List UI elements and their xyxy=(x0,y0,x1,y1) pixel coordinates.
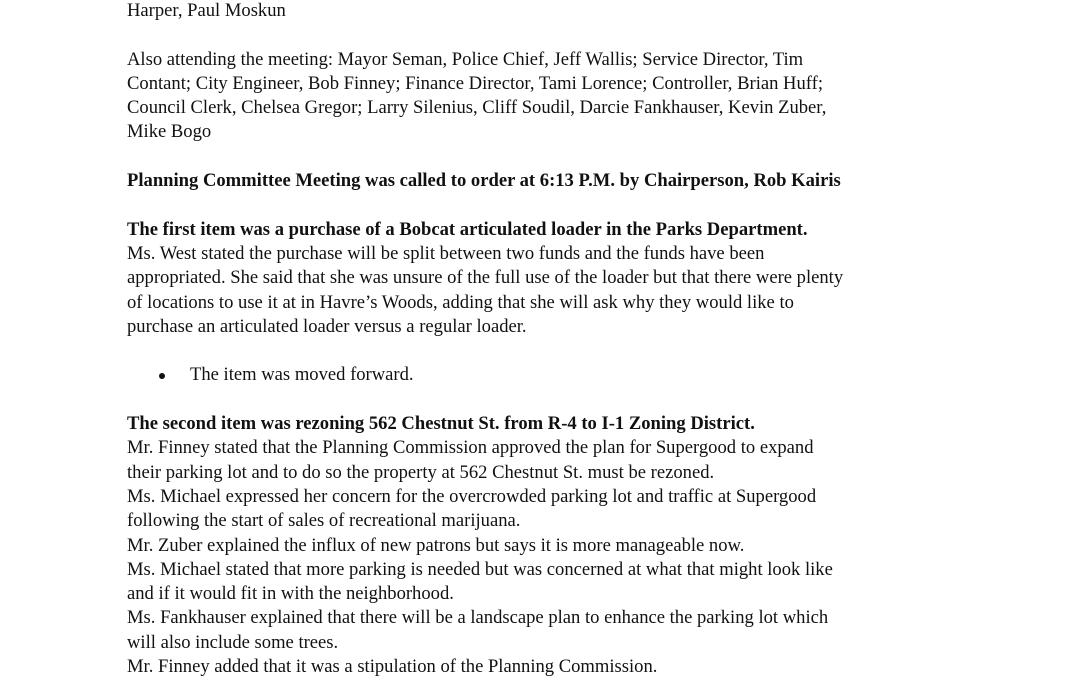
meeting-minutes-page xyxy=(127,0,1007,679)
item1-heading: The first item was a purchase of a Bobcat articulated loader in the Parks Department. xyxy=(127,218,808,240)
spacer xyxy=(127,145,1007,169)
spacer xyxy=(127,388,1007,412)
paragraph-line: of locations to use it at in Havre’s Woods, adding that she will ask why they would like to xyxy=(127,291,794,313)
paragraph-line: Mike Bogo xyxy=(127,121,212,143)
paragraph-line: appropriated. She said that she was unsure of the full use of the loader but that there were plenty xyxy=(127,267,844,289)
paragraph-line: Mr. Finney stated that the Planning Commission approved the plan for Supergood to expand xyxy=(127,437,814,459)
paragraph-line: will also include some trees. xyxy=(127,631,339,653)
paragraph-line: Ms. Michael expressed her concern for the overcrowded parking lot and traffic at Supergood xyxy=(127,485,817,507)
spacer xyxy=(127,193,1007,217)
paragraph-line: Ms. Michael stated that more parking is needed but was concerned at what that might look like xyxy=(127,558,833,580)
call-to-order-heading: Planning Committee Meeting was called to order at 6:13 P.M. by Chairperson, Rob Kairis xyxy=(127,170,841,192)
paragraph-line: Mr. Zuber explained the influx of new patrons but says it is more manageable now. xyxy=(127,534,745,556)
paragraph-line: Mr. Finney added that it was a stipulation of the Planning Commission. xyxy=(127,656,658,678)
spacer xyxy=(127,23,1007,47)
attendees-line: Harper, Paul Moskun xyxy=(127,0,286,21)
paragraph-line: Also attending the meeting: Mayor Seman, Police Chief, Jeff Wallis; Service Director, Tim xyxy=(127,48,804,70)
spacer xyxy=(127,339,1007,363)
item2-section xyxy=(127,412,1007,679)
paragraph-line: and if it would fit in with the neighborhood. xyxy=(127,583,454,605)
paragraph-line: their parking lot and to do so the property at 562 Chestnut St. must be rezoned. xyxy=(127,461,715,483)
paragraph-line: purchase an articulated loader versus a regular loader. xyxy=(127,315,527,337)
bullet-icon xyxy=(159,373,165,379)
item2-heading: The second item was rezoning 562 Chestnut St. from R-4 to I-1 Zoning District. xyxy=(127,413,755,435)
bullet-list-item xyxy=(127,363,1007,387)
item1-section xyxy=(127,218,1007,388)
paragraph-line: Ms. Fankhauser explained that there will be a landscape plan to enhance the parking lot which xyxy=(127,607,829,629)
paragraph-line: following the start of sales of recreational marijuana. xyxy=(127,510,521,532)
paragraph-line: Ms. West stated the purchase will be split between two funds and the funds have been xyxy=(127,242,765,264)
paragraph-line: Contant; City Engineer, Bob Finney; Finance Director, Tami Lorence; Controller, Brian Huff; xyxy=(127,72,823,94)
also-attending-paragraph xyxy=(127,48,1007,145)
bullet-text: The item was moved forward. xyxy=(190,364,414,386)
paragraph-line: Council Clerk, Chelsea Gregor; Larry Silenius, Cliff Soudil, Darcie Fankhauser, Kevin Zuber, xyxy=(127,97,827,119)
